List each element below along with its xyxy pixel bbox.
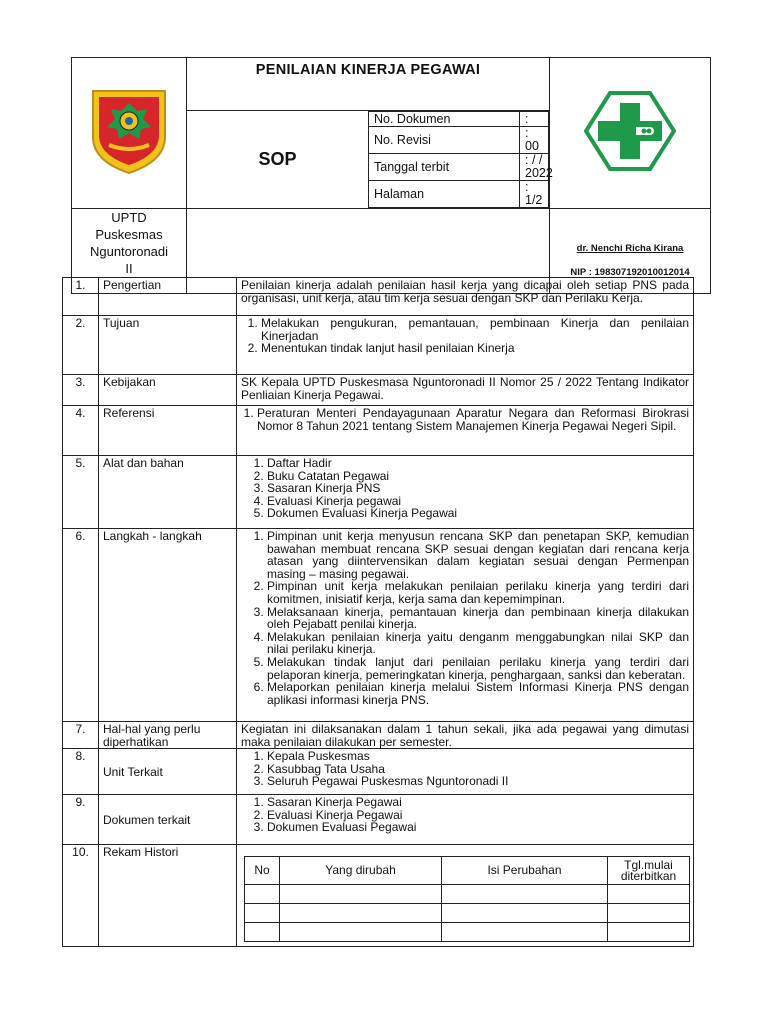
row-label: Langkah - langkah xyxy=(99,529,237,722)
row-number: 7. xyxy=(63,722,99,749)
unit-line: Nguntoronadi xyxy=(89,244,169,259)
list-item: 1. Daftar Hadir xyxy=(267,457,689,470)
row-number: 1. xyxy=(63,278,99,316)
list-item: 3. Melaksanaan kinerja, pemantauan kinerja dan pembinaan kinerja dilakukan oleh Pejabatt penilai kinerja. xyxy=(267,606,689,631)
row-label: Tujuan xyxy=(99,316,237,375)
row-list-cell xyxy=(237,406,694,456)
row-number: 2. xyxy=(63,316,99,375)
row-number: 8. xyxy=(63,749,99,795)
row-list xyxy=(241,317,689,355)
unit-line: UPTD xyxy=(111,210,147,225)
puskesmas-logo-cell xyxy=(550,58,711,209)
table-row xyxy=(63,456,694,529)
table-row xyxy=(63,529,694,722)
history-table xyxy=(244,856,690,942)
history-header: Tgl.mulai diterbitkan xyxy=(608,857,690,885)
history-header: Isi Perubahan xyxy=(442,857,608,885)
unit-line: II xyxy=(125,261,133,276)
list-item: 5. Dokumen Evaluasi Kinerja Pegawai xyxy=(267,507,689,520)
list-item: 3. Seluruh Pegawai Puskesmas Nguntoronadi II xyxy=(267,775,689,788)
table-row xyxy=(63,278,694,316)
row-list xyxy=(241,750,689,788)
meta-value: : / / 2022 xyxy=(520,154,549,181)
unit-line: Puskesmas xyxy=(95,227,163,242)
meta-key: No. Dokumen xyxy=(369,112,520,127)
row-list-cell xyxy=(237,529,694,722)
document-meta-cell xyxy=(368,111,553,209)
table-row xyxy=(63,316,694,375)
list-item: 2. Pimpinan unit kerja melakukan penilaian perilaku kinerja yang terdiri dari komitmen, inisiatif kerja, kerja sama dan kepemimpinan. xyxy=(267,580,689,605)
meta-value: : xyxy=(520,112,549,127)
list-item: 1. Melakukan pengukuran, pemantauan, pembinaan Kinerja dan penilaian Kinerjadan xyxy=(261,317,689,342)
table-row xyxy=(63,749,694,795)
table-row xyxy=(63,406,694,456)
row-number: 6. xyxy=(63,529,99,722)
list-item: 1. Sasaran Kinerja Pegawai xyxy=(267,796,689,809)
row-text: SK Kepala UPTD Puskesmasa Nguntoronadi II Nomor 25 / 2022 Tentang Indikator Penliaian Kinerja Pegawai. xyxy=(237,375,694,406)
row-list xyxy=(241,530,689,706)
list-item: 4. Evaluasi Kinerja pegawai xyxy=(267,495,689,508)
row-list xyxy=(241,796,689,834)
row-label: Dokumen terkait xyxy=(99,795,237,845)
table-row xyxy=(63,375,694,406)
meta-key: No. Revisi xyxy=(369,127,520,154)
list-item: 1. Peraturan Menteri Pendayagunaan Aparatur Negara dan Reformasi Birokrasi Nomor 8 Tahun 2021 tentang Sistem Manajemen Kinerja Pegawai Negeri Sipil. xyxy=(257,407,689,432)
signer-name: dr. Nenchi Richa Kirana xyxy=(576,243,684,254)
list-item: 1. Kepala Puskesmas xyxy=(267,750,689,763)
row-label: Rekam Histori xyxy=(99,845,237,947)
regency-emblem-icon xyxy=(87,87,171,175)
list-item: 3. Dokumen Evaluasi Pegawai xyxy=(267,821,689,834)
signer-nip: NIP : 198307192010012014 xyxy=(570,267,690,278)
list-item: 2. Buku Catatan Pegawai xyxy=(267,470,689,483)
row-list-cell xyxy=(237,456,694,529)
row-text: Penilaian kinerja adalah penilaian hasil kerja yang dicapai oleh setiap PNS pada organisasi, unit kerja, atau tim kerja sesuai dengan SKP dan Perilaku Kerja. xyxy=(237,278,694,316)
sop-label: SOP xyxy=(187,111,369,209)
document-title: PENILAIAN KINERJA PEGAWAI xyxy=(187,58,550,111)
meta-key: Tanggal terbit xyxy=(369,154,520,181)
row-label: Referensi xyxy=(99,406,237,456)
history-header: Yang dirubah xyxy=(280,857,442,885)
list-item: 6. Melaporkan penilaian kinerja melalui Sistem Informasi Kinerja PNS dengan aplikasi informasi kinerja PNS. xyxy=(267,681,689,706)
row-list-cell xyxy=(237,316,694,375)
row-list xyxy=(241,457,689,520)
row-list xyxy=(241,407,689,432)
list-item: 2. Menentukan tindak lanjut hasil penilaian Kinerja xyxy=(261,342,689,355)
meta-value: : 1/2 xyxy=(520,181,549,208)
history-row xyxy=(245,923,690,942)
regency-logo-cell xyxy=(72,58,187,209)
row-number: 3. xyxy=(63,375,99,406)
history-header: No xyxy=(245,857,280,885)
row-number: 9. xyxy=(63,795,99,845)
list-item: 1. Pimpinan unit kerja menyusun rencana SKP dan penetapan SKP, kemudian bawahan membuat rencana SKP sesuai dengan kegiatan dari rencana kerja atasan yang diintervensikan dalam kegiatan sesuai dengan Permenpan masing – masing pegawai. xyxy=(267,530,689,580)
list-item: 2. Evaluasi Kinerja Pegawai xyxy=(267,809,689,822)
list-item: 4. Melakukan penilaian kinerja yaitu denganm menggabungkan nilai SKP dan nilai perilaku kinerja. xyxy=(267,631,689,656)
meta-key: Halaman xyxy=(369,181,520,208)
list-item: 5. Melakukan tindak lanjut dari penilaian perilaku kinerja yang terdiri dari pelaporan kinerja, pemeringkatan kinerja, penghargaan, sanksi dan keberatan. xyxy=(267,656,689,681)
table-row xyxy=(63,795,694,845)
row-number: 10. xyxy=(63,845,99,947)
history-row xyxy=(245,885,690,904)
row-number: 4. xyxy=(63,406,99,456)
row-label: Kebijakan xyxy=(99,375,237,406)
puskesmas-logo-icon xyxy=(584,91,676,171)
row-label: Alat dan bahan xyxy=(99,456,237,529)
row-label: Hal-hal yang perlu diperhatikan xyxy=(99,722,237,749)
sop-content-table xyxy=(62,277,694,947)
document-meta xyxy=(368,111,553,208)
row-text: Kegiatan ini dilaksanakan dalam 1 tahun sekali, jika ada pegawai yang dimutasi maka penilaian dilakukan per semester. xyxy=(237,722,694,749)
meta-value: : 00 xyxy=(520,127,549,154)
row-list-cell xyxy=(237,749,694,795)
list-item: 2. Kasubbag Tata Usaha xyxy=(267,763,689,776)
row-number: 5. xyxy=(63,456,99,529)
row-label: Unit Terkait xyxy=(99,749,237,795)
table-row xyxy=(63,845,694,947)
table-row xyxy=(63,722,694,749)
row-list-cell xyxy=(237,795,694,845)
history-cell xyxy=(237,845,694,947)
history-row xyxy=(245,904,690,923)
list-item: 3. Sasaran Kinerja PNS xyxy=(267,482,689,495)
sop-header xyxy=(71,57,711,294)
row-label: Pengertian xyxy=(99,278,237,316)
